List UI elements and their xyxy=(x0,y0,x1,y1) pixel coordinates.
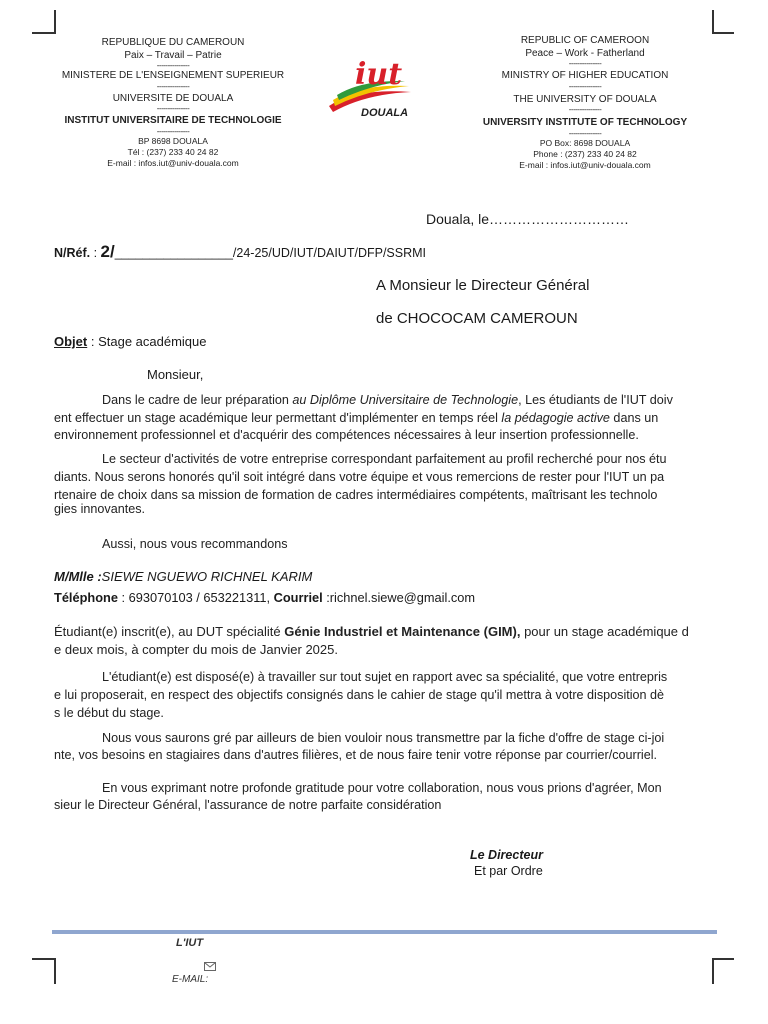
reference-colon: : xyxy=(90,246,101,260)
footer-iut: L'IUT xyxy=(176,937,204,949)
iut-douala-logo xyxy=(325,48,415,120)
header-left-motto: Paix – Travail – Patrie xyxy=(124,49,222,61)
p4-line-1 xyxy=(54,624,716,639)
p5-line-1: L'étudiant(e) est disposé(e) à travailler sur tout sujet en rapport avec sa spécialité, que votre entrepris xyxy=(102,670,668,684)
p4-specialty: Génie Industriel et Maintenance (GIM), xyxy=(284,624,521,639)
header-right-phone: Phone : (237) 233 40 24 82 xyxy=(533,148,637,159)
p5-line-3: s le début du stage. xyxy=(54,706,164,720)
header-right-block xyxy=(460,35,710,171)
crop-mark-bottom-right-h xyxy=(712,958,734,960)
header-right-country: REPUBLIC OF CAMEROON xyxy=(520,35,650,46)
subject-label: Objet xyxy=(54,334,88,349)
p6-line-1: Nous vous saurons gré par ailleurs de bien vouloir nous transmettre par la fiche d'offre de stage ci-joi xyxy=(102,731,665,745)
envelope-icon xyxy=(204,958,216,967)
signature-title: Le Directeur xyxy=(470,848,543,862)
signature-sub: Et par Ordre xyxy=(474,864,543,878)
p1-text: ent effectuer un stage académique leur permettant d'implémenter en temps réel xyxy=(54,411,502,425)
reference-blank: _________________ xyxy=(114,246,233,260)
p1-pedagogy: la pédagogie active xyxy=(501,411,610,425)
mail-value: :richnel.siewe@gmail.com xyxy=(322,590,476,605)
header-left-email: E-mail : infos.iut@univ-douala.com xyxy=(107,157,239,168)
p1-line-3: environnement professionnel et d'acquérir des compétences nécessaires à leur insertion professionnelle. xyxy=(54,428,639,442)
student-name: SIEWE NGUEWO RICHNEL KARIM xyxy=(101,569,313,584)
header-right-motto: Peace – Work - Fatherland xyxy=(525,47,645,59)
p7-line-2: sieur le Directeur Général, l'assurance de notre parfaite considération xyxy=(54,798,442,812)
subject-line xyxy=(54,334,206,349)
phone-value: : 693070103 / 653221311, xyxy=(118,590,274,605)
header-left-ministry: MINISTERE DE L'ENSEIGNEMENT SUPERIEUR xyxy=(61,70,285,81)
recipient-line-1: A Monsieur le Directeur Général xyxy=(376,277,590,294)
header-left-block xyxy=(48,37,298,169)
header-right-po: PO Box: 8698 DOUALA xyxy=(539,137,631,148)
header-left-bp: BP 8698 DOUALA xyxy=(138,135,208,146)
iut-logo-graphic xyxy=(325,48,415,120)
footer-rule xyxy=(52,930,717,934)
crop-mark-bottom-right-v xyxy=(712,958,714,984)
crop-mark-bottom-left-v xyxy=(54,958,56,984)
contact-line xyxy=(54,590,475,605)
reference-line xyxy=(54,242,426,262)
header-left-separator: --------------- xyxy=(156,104,190,113)
p5-line-2: e lui proposerait, en respect des objectifs consignés dans le cahier de stage qu'il mettra à votre disposition dè xyxy=(54,688,665,702)
place-date: Douala, le………………………… xyxy=(426,211,630,227)
p2-line-3: rtenaire de choix dans sa mission de formation de cadres intermédiaires compétents, maîtrisant les technolo xyxy=(54,488,658,502)
salutation: Monsieur, xyxy=(147,367,204,382)
header-left-separator: --------------- xyxy=(156,61,190,70)
student-line xyxy=(54,569,312,584)
reference-code: /24-25/UD/IUT/DAIUT/DFP/SSRMI xyxy=(232,246,427,260)
header-right-separator: --------------- xyxy=(568,105,602,114)
header-right-email: E-mail : infos.iut@univ-douala.com xyxy=(519,159,651,170)
header-right-separator: --------------- xyxy=(568,81,602,91)
footer-email-label: E-MAIL: xyxy=(172,974,209,985)
mail-label: Courriel xyxy=(273,590,323,605)
p4-text: Étudiant(e) inscrit(e), au DUT spécialité xyxy=(54,624,285,639)
p2-line-1: Le secteur d'activités de votre entreprise correspondant parfaitement au profil recherché pour nos étu xyxy=(102,452,667,466)
header-right-separator: --------------- xyxy=(568,59,602,68)
reference-number: 2/ xyxy=(100,242,115,261)
p2-line-4: gies innovantes. xyxy=(54,502,146,516)
header-right-university: THE UNIVERSITY OF DOUALA xyxy=(513,93,657,105)
subject-text: : Stage académique xyxy=(87,334,207,349)
logo-word: iut xyxy=(355,57,403,92)
header-left-university: UNIVERSITE DE DOUALA xyxy=(112,92,234,104)
p1-line-1 xyxy=(54,393,716,407)
header-left-institute: INSTITUT UNIVERSITAIRE DE TECHNOLOGIE xyxy=(64,115,282,126)
p1-line-2 xyxy=(54,411,716,425)
p4-line-2: e deux mois, à compter du mois de Janvier 2025. xyxy=(54,642,338,657)
p3-line: Aussi, nous vous recommandons xyxy=(102,537,288,551)
crop-mark-bottom-left-h xyxy=(32,958,54,960)
p7-line-1: En vous exprimant notre profonde gratitude pour votre collaboration, nous vous prions d'agréer, Mon xyxy=(102,781,662,795)
header-left-separator: --------------- xyxy=(156,81,190,91)
p1-diploma: au Diplôme Universitaire de Technologie xyxy=(292,393,519,407)
p1-text: , Les étudiants de l'IUT doiv xyxy=(518,393,673,407)
phone-label: Téléphone xyxy=(54,590,118,605)
p6-line-2: nte, vos besoins en stagiaires dans d'autres filières, et de nous faire tenir votre réponse par courrier/courriel. xyxy=(54,748,658,762)
header-left-tel: Tél : (237) 233 40 24 82 xyxy=(127,146,219,157)
header-left-country: REPUBLIQUE DU CAMEROUN xyxy=(101,37,245,48)
p1-text: dans un xyxy=(609,411,659,425)
crop-mark-top-right-v xyxy=(712,10,714,34)
recipient-line-2: de CHOCOCAM CAMEROUN xyxy=(376,310,578,327)
crop-mark-top-left-v xyxy=(54,10,56,34)
crop-mark-top-right-h xyxy=(712,32,734,34)
p2-line-2: diants. Nous serons honorés qu'il soit intégré dans votre équipe et vous remercions de rester pour l'IUT un pa xyxy=(54,470,665,484)
student-label: M/Mlle : xyxy=(54,569,102,584)
p4-text: pour un stage académique d xyxy=(520,624,689,639)
header-right-ministry: MINISTRY OF HIGHER EDUCATION xyxy=(501,70,669,81)
header-left-separator: --------------- xyxy=(156,126,190,136)
header-right-separator: --------------- xyxy=(568,128,602,138)
crop-mark-top-left-h xyxy=(32,32,54,34)
header-right-institute: UNIVERSITY INSTITUTE OF TECHNOLOGY xyxy=(482,117,688,128)
reference-label: N/Réf. xyxy=(54,246,91,260)
p1-text: Dans le cadre de leur préparation xyxy=(102,393,293,407)
logo-city: DOUALA xyxy=(361,107,409,119)
